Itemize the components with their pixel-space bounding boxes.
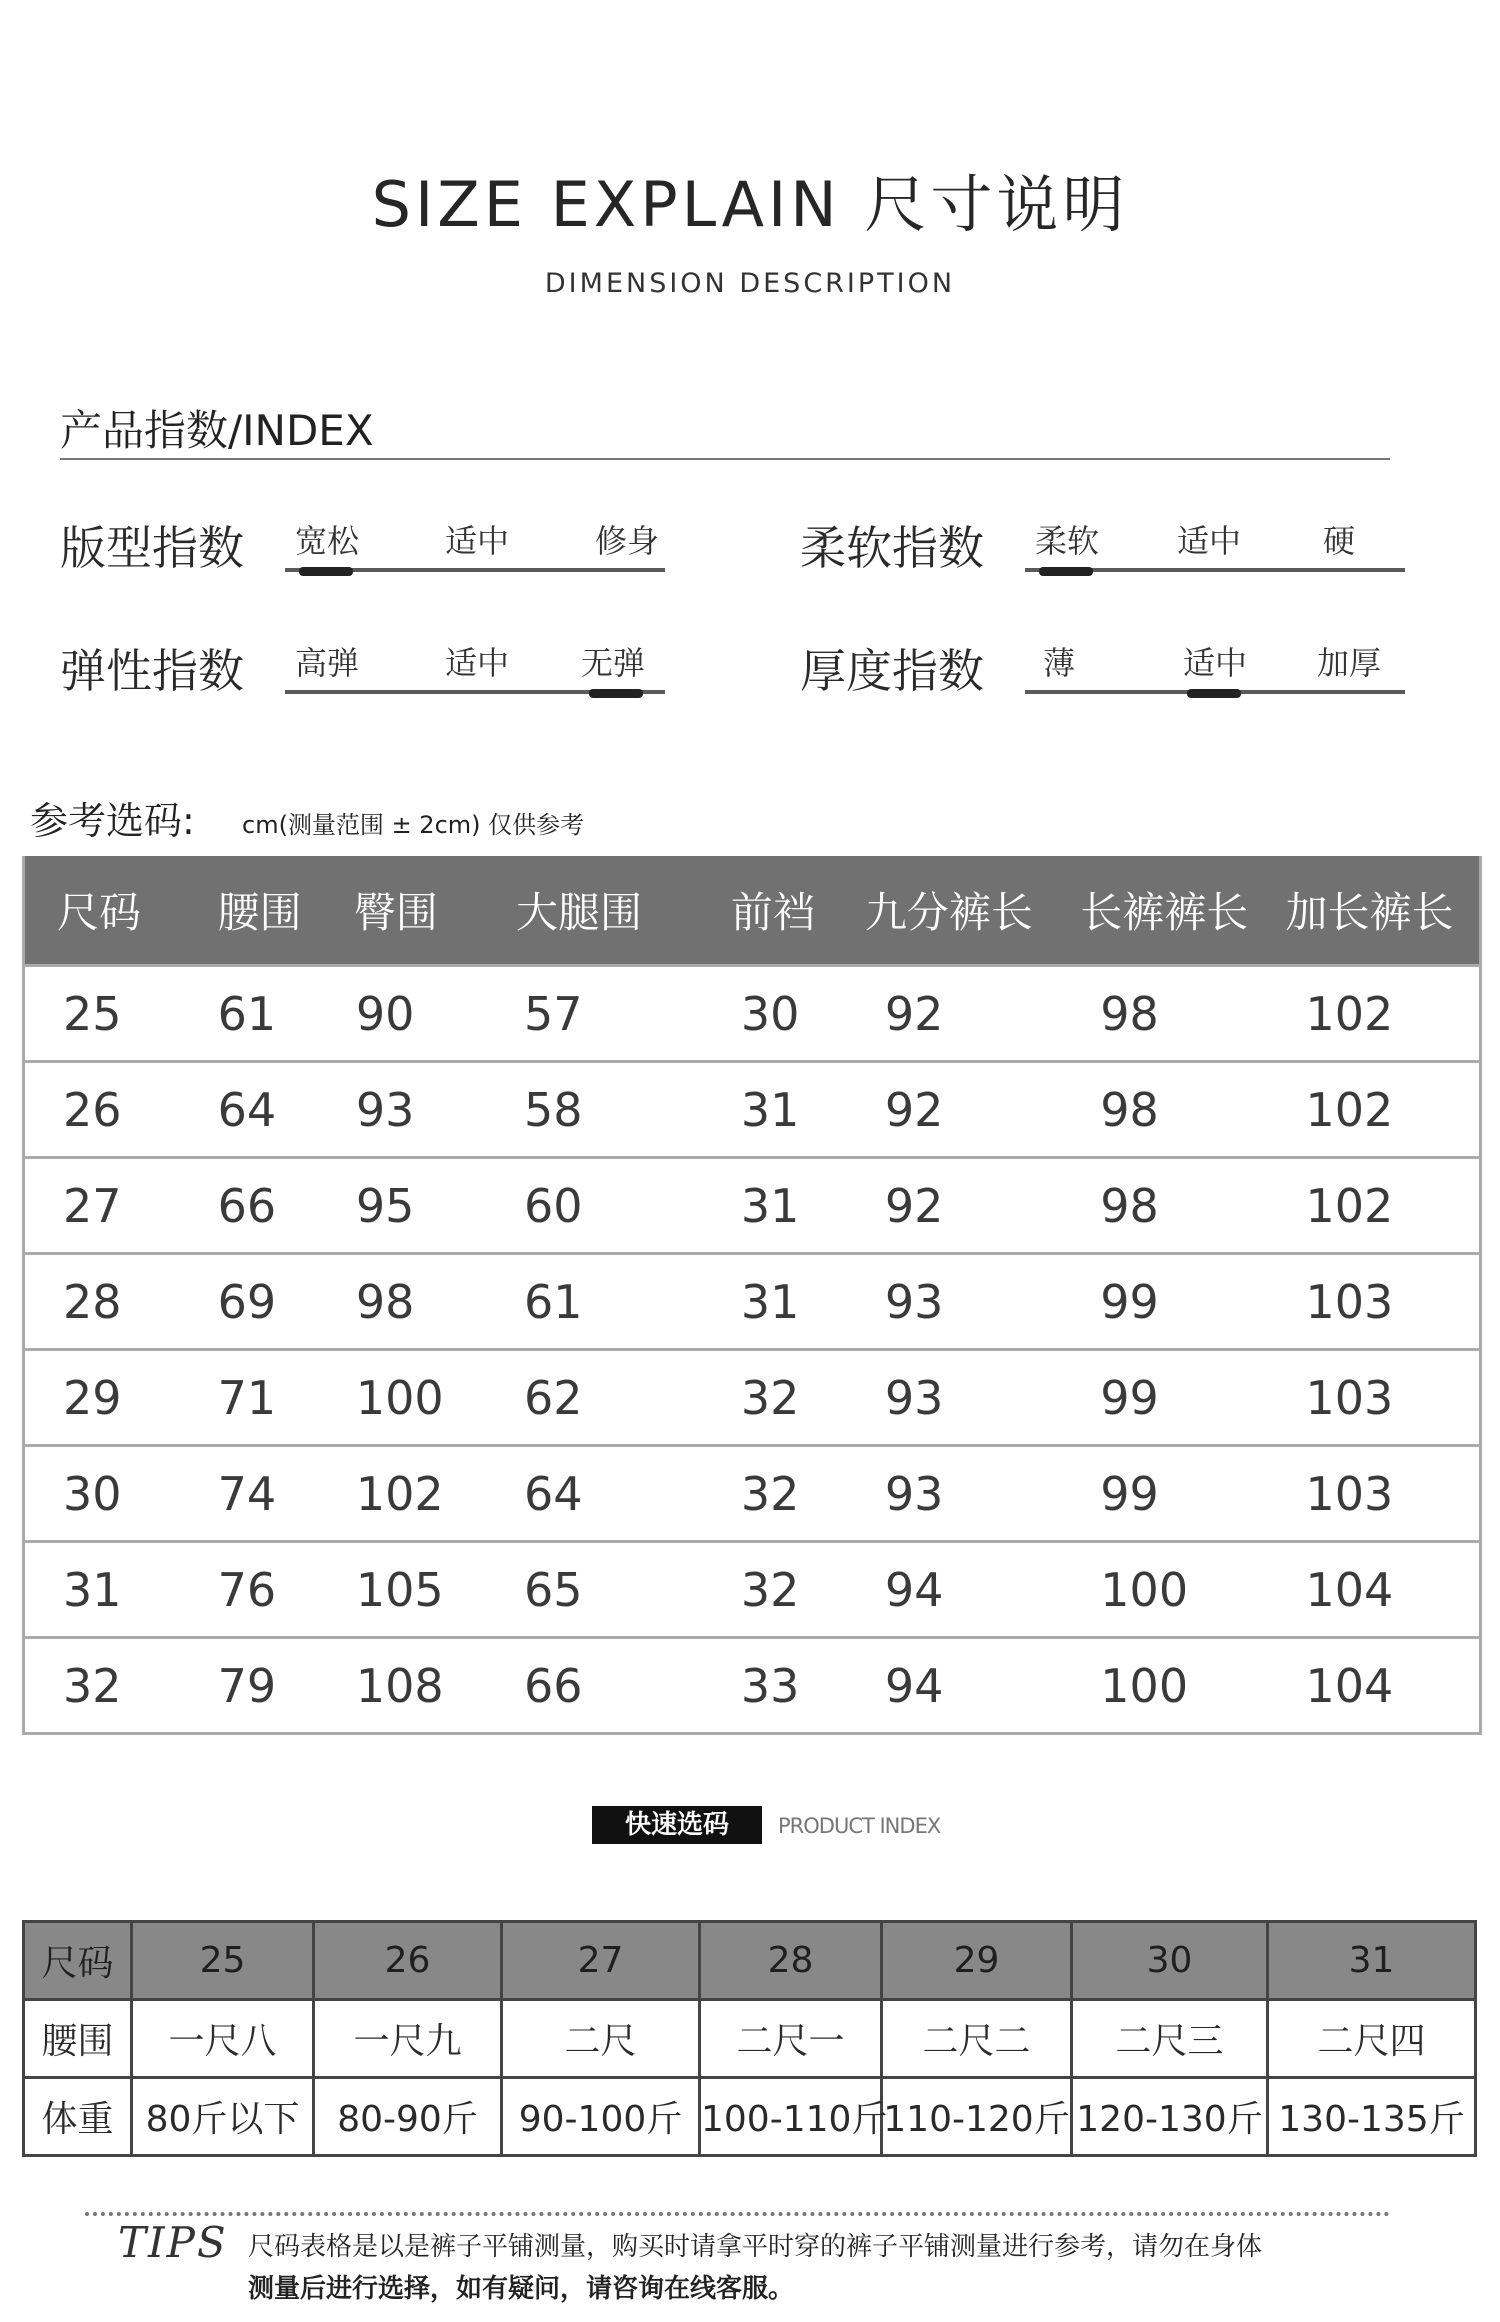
quick-select-cell: 130-135斤: [1268, 2078, 1476, 2156]
header-size: 尺码: [24, 856, 188, 966]
size-table-cell: 108: [352, 1638, 516, 1734]
quick-select-cell: 26: [314, 1922, 502, 2000]
size-table-cell: 95: [352, 1158, 516, 1254]
size-table-body: [24, 966, 1481, 1734]
elasticity-option-high: 高弹: [295, 644, 360, 682]
index-heading: 产品指数/INDEX: [60, 406, 374, 455]
size-table-cell: 69: [188, 1254, 352, 1350]
header-waist: 腰围: [188, 856, 352, 966]
header-thigh: 大腿围: [516, 856, 711, 966]
header-front-rise: 前裆: [711, 856, 865, 966]
elasticity-option-none: 无弹: [581, 644, 646, 682]
size-table-cell: 60: [516, 1158, 711, 1254]
reference-note: cm(测量范围 ± 2cm) 仅供参考: [242, 811, 585, 839]
elasticity-selected-marker: [589, 689, 643, 698]
size-table-cell: 66: [188, 1158, 352, 1254]
quick-select-cell: 28: [700, 1922, 882, 2000]
tips-logo: TIPS: [118, 2218, 228, 2267]
softness-option-hard: 硬: [1323, 522, 1356, 560]
size-table-cell: 32: [711, 1350, 865, 1446]
page-subtitle: DIMENSION DESCRIPTION: [544, 268, 956, 299]
size-table-cell: 105: [352, 1542, 516, 1638]
size-table-cell: 90: [352, 966, 516, 1062]
quick-select-cell: 二尺四: [1268, 2000, 1476, 2078]
size-table-row: [24, 1350, 1481, 1446]
size-table-cell: 103: [1285, 1254, 1480, 1350]
size-table-row: [24, 1254, 1481, 1350]
index-divider: [60, 458, 1390, 460]
quick-select-row: [24, 1922, 1476, 2000]
size-table-row: [24, 1446, 1481, 1542]
fit-option-medium: 适中: [445, 522, 510, 560]
quick-select-cell: 29: [882, 1922, 1072, 2000]
size-table-cell: 93: [865, 1446, 1080, 1542]
header-full-length: 长裤裤长: [1080, 856, 1285, 966]
softness-option-soft: 柔软: [1035, 522, 1100, 560]
size-table-cell: 104: [1285, 1638, 1480, 1734]
quick-select-cell: 27: [502, 1922, 700, 2000]
size-table: [22, 856, 1482, 1735]
size-table-cell: 28: [24, 1254, 188, 1350]
quick-select-cell: 120-130斤: [1072, 2078, 1268, 2156]
quick-select-table: [22, 1920, 1477, 2157]
size-table-cell: 100: [1080, 1638, 1285, 1734]
size-table-cell: 100: [352, 1350, 516, 1446]
tips-text-line-2: 测量后进行选择，如有疑问，请咨询在线客服。: [248, 2274, 795, 2304]
size-table-cell: 25: [24, 966, 188, 1062]
quick-select-cell: 一尺八: [132, 2000, 314, 2078]
quick-select-cell: 80斤以下: [132, 2078, 314, 2156]
size-table-cell: 32: [24, 1638, 188, 1734]
quick-select-cell: 110-120斤: [882, 2078, 1072, 2156]
size-table-cell: 26: [24, 1062, 188, 1158]
size-table-cell: 102: [1285, 1062, 1480, 1158]
size-table-cell: 94: [865, 1638, 1080, 1734]
softness-option-medium: 适中: [1177, 522, 1242, 560]
quick-select-cell: 31: [1268, 1922, 1476, 2000]
fit-option-loose: 宽松: [295, 522, 360, 560]
size-table-cell: 64: [516, 1446, 711, 1542]
quick-select-cell: 二尺二: [882, 2000, 1072, 2078]
quick-select-cell: 二尺一: [700, 2000, 882, 2078]
quick-select-cell: 一尺九: [314, 2000, 502, 2078]
size-table-cell: 32: [711, 1446, 865, 1542]
header-cropped-length: 九分裤长: [865, 856, 1080, 966]
size-table-cell: 104: [1285, 1542, 1480, 1638]
thickness-index-scale: [1025, 632, 1405, 702]
size-table-cell: 58: [516, 1062, 711, 1158]
page-title: SIZE EXPLAIN 尺寸说明: [371, 168, 1129, 241]
size-table-cell: 31: [711, 1062, 865, 1158]
size-table-cell: 30: [711, 966, 865, 1062]
quick-select-cell: 30: [1072, 1922, 1268, 2000]
size-table-cell: 31: [24, 1542, 188, 1638]
size-table-cell: 100: [1080, 1542, 1285, 1638]
quick-select-body: [24, 1922, 1476, 2156]
fit-option-slim: 修身: [595, 522, 660, 560]
header-hip: 臀围: [352, 856, 516, 966]
size-table-cell: 103: [1285, 1350, 1480, 1446]
size-table-cell: 92: [865, 1062, 1080, 1158]
fit-index-label: 版型指数: [60, 521, 244, 575]
size-table-cell: 98: [1080, 1158, 1285, 1254]
size-table-cell: 62: [516, 1350, 711, 1446]
fit-index-scale: [285, 510, 665, 580]
size-table-cell: 92: [865, 966, 1080, 1062]
quick-select-row: [24, 2000, 1476, 2078]
size-table-cell: 99: [1080, 1446, 1285, 1542]
header-long-length: 加长裤长: [1285, 856, 1480, 966]
size-table-cell: 31: [711, 1158, 865, 1254]
size-table-cell: 64: [188, 1062, 352, 1158]
size-table-cell: 102: [352, 1446, 516, 1542]
elasticity-option-medium: 适中: [445, 644, 510, 682]
size-table-cell: 65: [516, 1542, 711, 1638]
size-table-header: [24, 856, 1481, 966]
size-table-cell: 79: [188, 1638, 352, 1734]
thickness-selected-marker: [1187, 689, 1241, 698]
softness-selected-marker: [1039, 567, 1093, 576]
size-table-cell: 93: [352, 1062, 516, 1158]
quick-select-cell: 25: [132, 1922, 314, 2000]
size-table-cell: 61: [188, 966, 352, 1062]
quick-select-row-label: 体重: [24, 2078, 132, 2156]
reference-label: 参考选码:: [30, 799, 195, 843]
size-table-cell: 93: [865, 1254, 1080, 1350]
quick-select-row-label: 腰围: [24, 2000, 132, 2078]
size-table-cell: 94: [865, 1542, 1080, 1638]
fit-selected-marker: [299, 567, 353, 576]
size-table-cell: 57: [516, 966, 711, 1062]
thickness-option-thick: 加厚: [1317, 644, 1382, 682]
tips-text-line-1: 尺码表格是以是裤子平铺测量，购买时请拿平时穿的裤子平铺测量进行参考，请勿在身体: [248, 2232, 1263, 2262]
size-table-cell: 31: [711, 1254, 865, 1350]
size-table-cell: 27: [24, 1158, 188, 1254]
size-table-cell: 98: [1080, 966, 1285, 1062]
size-table-row: [24, 1158, 1481, 1254]
size-table-cell: 98: [352, 1254, 516, 1350]
size-table-cell: 92: [865, 1158, 1080, 1254]
size-table-cell: 32: [711, 1542, 865, 1638]
size-table-cell: 71: [188, 1350, 352, 1446]
quick-select-cell: 100-110斤: [700, 2078, 882, 2156]
quick-select-row: [24, 2078, 1476, 2156]
quick-select-cell: 80-90斤: [314, 2078, 502, 2156]
thickness-index-label: 厚度指数: [800, 644, 984, 698]
size-table-row: [24, 1638, 1481, 1734]
size-table-cell: 99: [1080, 1350, 1285, 1446]
thickness-option-thin: 薄: [1043, 644, 1076, 682]
size-table-row: [24, 1542, 1481, 1638]
quick-select-cell: 90-100斤: [502, 2078, 700, 2156]
size-table-cell: 99: [1080, 1254, 1285, 1350]
size-table-cell: 76: [188, 1542, 352, 1638]
softness-index-label: 柔软指数: [800, 521, 984, 575]
size-table-cell: 29: [24, 1350, 188, 1446]
quick-select-tag: 快速选码: [592, 1806, 762, 1844]
size-table-cell: 33: [711, 1638, 865, 1734]
size-table-cell: 66: [516, 1638, 711, 1734]
quick-select-subtitle: PRODUCT INDEX: [778, 1814, 941, 1838]
elasticity-index-label: 弹性指数: [60, 644, 244, 698]
quick-select-cell: 二尺三: [1072, 2000, 1268, 2078]
size-table-cell: 74: [188, 1446, 352, 1542]
quick-select-cell: 二尺: [502, 2000, 700, 2078]
size-table-cell: 61: [516, 1254, 711, 1350]
size-table-cell: 103: [1285, 1446, 1480, 1542]
size-table-cell: 30: [24, 1446, 188, 1542]
tips-divider: [85, 2212, 1390, 2216]
thickness-option-medium: 适中: [1183, 644, 1248, 682]
elasticity-index-scale: [285, 632, 665, 702]
size-table-row: [24, 966, 1481, 1062]
size-table-cell: 102: [1285, 1158, 1480, 1254]
size-table-row: [24, 1062, 1481, 1158]
size-table-cell: 98: [1080, 1062, 1285, 1158]
size-table-cell: 102: [1285, 966, 1480, 1062]
quick-select-row-label: 尺码: [24, 1922, 132, 2000]
size-table-cell: 93: [865, 1350, 1080, 1446]
softness-index-scale: [1025, 510, 1405, 580]
